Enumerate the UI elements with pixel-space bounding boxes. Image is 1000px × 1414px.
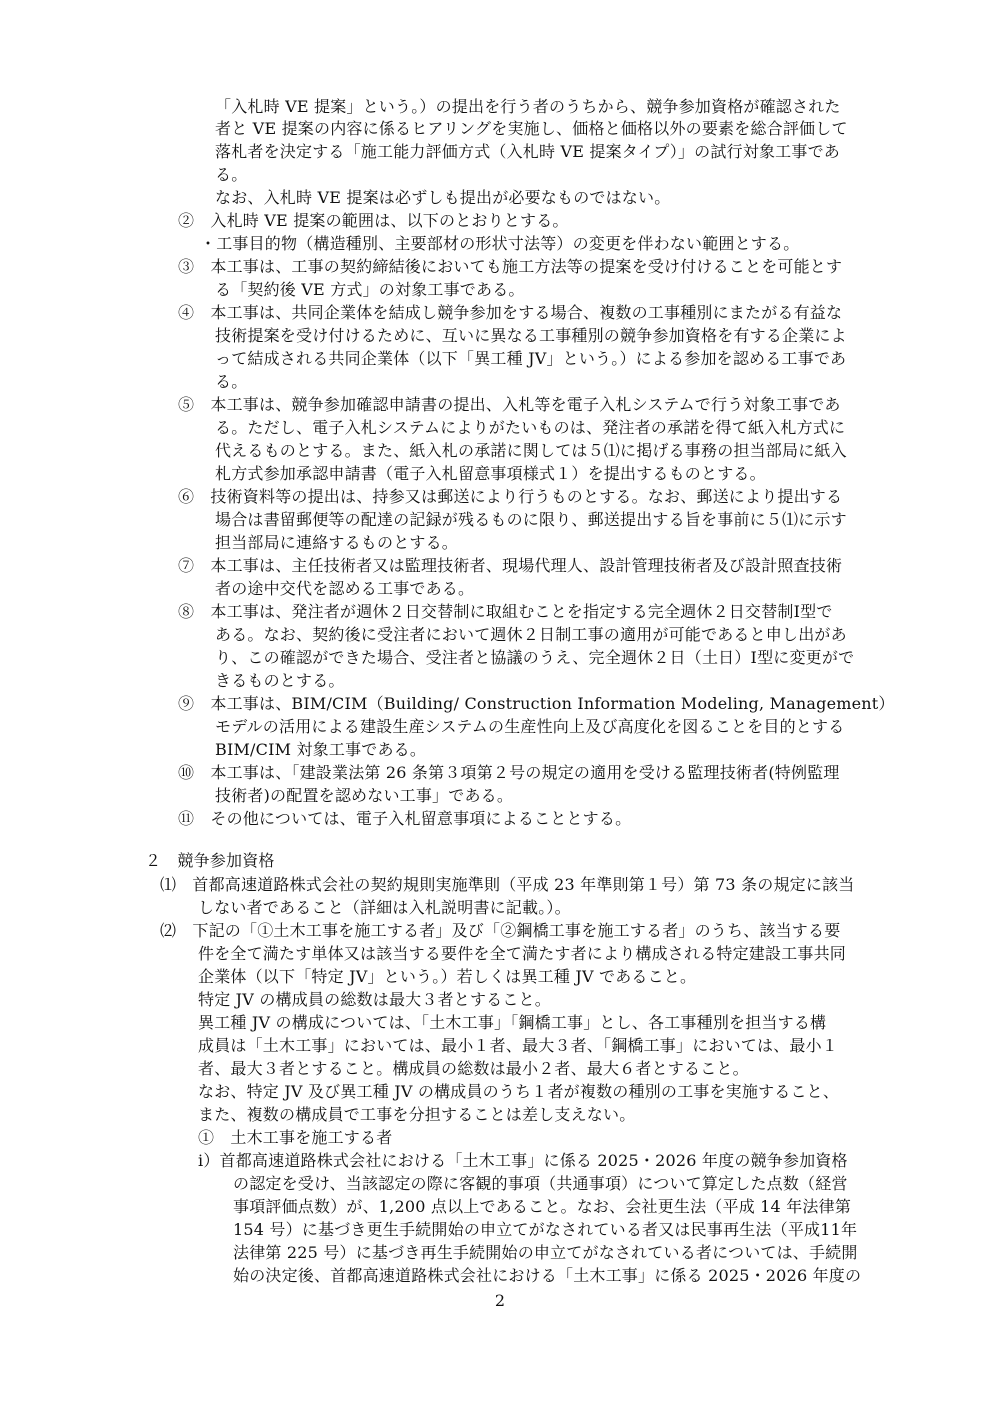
text-line: 者、最大３者とすること。構成員の総数は最小２者、最大６者とすること。 [198, 1059, 749, 1078]
text-line: なお、入札時 VE 提案は必ずしも提出が必要なものではない。 [215, 188, 671, 207]
text-line: しない者であること（詳細は入札説明書に記載。）。 [198, 898, 571, 917]
list-item: ⑦ 本工事は、主任技術者又は監理技術者、現場代理人、設計管理技術者及び設計照査技術 [178, 556, 843, 575]
text-line: ある。なお、契約後に受注者において週休２日制工事の適用が可能であると申し出があ [215, 625, 847, 644]
list-item: ② 入札時 VE 提案の範囲は、以下のとおりとする。 [178, 211, 569, 230]
text-line: 技術提案を受け付けるために、互いに異なる工事種別の競争参加資格を有する企業によ [215, 326, 847, 345]
text-line: BIM/CIM 対象工事である。 [215, 740, 427, 759]
text-line: 技術者)の配置を認めない工事」である。 [215, 786, 514, 805]
text-line: る。ただし、電子入札システムによりがたいものは、発注者の承諾を得て紙入札方式に [215, 418, 846, 437]
list-item: ⑨ 本工事は、BIM/CIM（Building/ Construction Information Modeling, Management） [178, 694, 895, 713]
text-line: 特定 JV の構成員の総数は最大３者とすること。 [198, 990, 551, 1009]
section-heading: ２ 競争参加資格 [145, 851, 275, 870]
text-line: なお、特定 JV 及び異工種 JV の構成員のうち１者が複数の種別の工事を実施すること、 [198, 1082, 840, 1101]
text-line: の認定を受け、当該認定の際に客観的事項（共通事項）について算定した点数（経営 [233, 1174, 848, 1193]
text-line: 始の決定後、首都高速道路株式会社における「土木工事」に係る 2025・2026 年度の [233, 1266, 862, 1285]
text-line: 事項評価点数）が、1,200 点以上であること。なお、会社更生法（平成 14 年法律第 [233, 1197, 852, 1216]
text-line: 場合は書留郵便等の配達の記録が残るものに限り、郵送提出する旨を事前に５⑴に示す [215, 510, 847, 529]
text-line: 件を全て満たす単体又は該当する要件を全て満たす者により構成される特定建設工事共同 [198, 944, 847, 963]
page-number: 2 [494, 1291, 506, 1310]
list-item: ⅰ）首都高速道路株式会社における「土木工事」に係る 2025・2026 年度の競争参加資格 [198, 1151, 848, 1170]
text-line: また、複数の構成員で工事を分担することは差し支えない。 [198, 1105, 636, 1124]
list-item: ⑧ 本工事は、発注者が週休２日交替制に取組むことを指定する完全週休２日交替制Ⅰ型で [178, 602, 833, 621]
list-item: ③ 本工事は、工事の契約締結後においても施工方法等の提案を受け付けることを可能とす [178, 257, 843, 276]
text-line: 落札者を決定する「施工能力評価方式（入札時 VE 提案タイプ）」の試行対象工事であ [215, 142, 840, 161]
list-item: ⑤ 本工事は、競争参加確認申請書の提出、入札等を電子入札システムで行う対象工事であ [178, 395, 841, 414]
text-line: 異工種 JV の構成については、「土木工事」「鋼橋工事」とし、各工事種別を担当する構 [198, 1013, 827, 1032]
text-line: る「契約後 VE 方式」の対象工事である。 [215, 280, 525, 299]
list-item: ⑩ 本工事は、「建設業法第 26 条第３項第２号の規定の適用を受ける監理技術者(特例監理 [178, 763, 840, 782]
bullet-item: ・工事目的物（構造種別、主要部材の形状寸法等）の変更を伴わない範囲とする。 [200, 234, 800, 253]
text-line: 法律第 225 号）に基づき再生手続開始の申立てがなされている者については、手続開 [233, 1243, 858, 1262]
list-item: ⑪ その他については、電子入札留意事項によることとする。 [178, 809, 632, 828]
text-line: る。 [215, 165, 248, 184]
text-line: 者と VE 提案の内容に係るヒアリングを実施し、価格と価格以外の要素を総合評価して [215, 119, 848, 138]
list-item: ⑴ 首都高速道路株式会社の契約規則実施準則（平成 23 年準則第１号）第 73 条の規定に該当 [160, 875, 855, 894]
text-line: り、この確認ができた場合、受注者と協議のうえ、完全週休２日（土日）Ⅰ型に変更がで [215, 648, 855, 667]
list-item: ⑥ 技術資料等の提出は、持参又は郵送により行うものとする。なお、郵送により提出する [178, 487, 843, 506]
text-line: きるものとする。 [215, 671, 345, 690]
list-item: ① 土木工事を施工する者 [198, 1128, 393, 1147]
text-line: る。 [215, 372, 248, 391]
text-line: 者の途中交代を認める工事である。 [215, 579, 475, 598]
text-line: モデルの活用による建設生産システムの生産性向上及び高度化を図ることを目的とする [215, 717, 845, 736]
text-line: 代えるものとする。また、紙入札の承諾に関しては５⑴に掲げる事務の担当部局に紙入 [215, 441, 847, 460]
list-item: ④ 本工事は、共同企業体を結成し競争参加をする場合、複数の工事種別にまたがる有益な [178, 303, 843, 322]
text-line: 担当部局に連絡するものとする。 [215, 533, 459, 552]
text-line: って結成される共同企業体（以下「異工種 JV」という。）による参加を認める工事であ [215, 349, 847, 368]
text-line: 札方式参加承認申請書（電子入札留意事項様式１）を提出するものとする。 [215, 464, 766, 483]
text-line: 成員は「土木工事」においては、最小１者、最大３者、「鋼橋工事」においては、最小１ [198, 1036, 839, 1055]
list-item: ⑵ 下記の「①土木工事を施工する者」及び「②鋼橋工事を施工する者」のうち、該当する要 [160, 921, 841, 940]
text-line: 「入札時 VE 提案」という。）の提出を行う者のうちから、競争参加資格が確認された [215, 97, 841, 116]
text-line: 154 号）に基づき更生手続開始の申立てがなされている者又は民事再生法（平成11年 [233, 1220, 858, 1239]
text-line: 企業体（以下「特定 JV」という。）若しくは異工種 JV であること。 [198, 967, 697, 986]
